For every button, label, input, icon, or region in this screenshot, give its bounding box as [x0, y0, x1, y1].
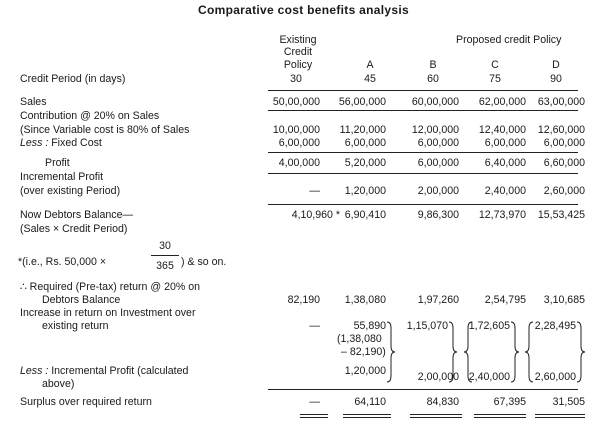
profit-d: 6,60,000 — [543, 157, 585, 169]
increase-a-calc-2: – 82,190) — [341, 346, 386, 358]
profit-b: 6,00,000 — [417, 157, 459, 169]
footnote-suffix: ) & so on. — [181, 256, 227, 268]
sales-existing: 50,00,000 — [272, 96, 320, 108]
profit-existing: 4,00,000 — [278, 157, 320, 169]
footnote-numerator: 30 — [159, 240, 171, 252]
debtors-label-1: Now Debtors Balance— — [20, 209, 134, 221]
incremental-rule — [268, 204, 578, 205]
less-incremental-text: Incremental Profit (calculated — [48, 365, 189, 377]
incremental-existing: — — [309, 185, 320, 197]
surplus-underline-b-1 — [410, 414, 462, 415]
profit-label: Profit — [45, 157, 70, 169]
surplus-underline-b-2 — [410, 417, 462, 418]
debtors-c: 12,73,970 — [478, 209, 526, 221]
required-label-1: ∴ Required (Pre-tax) return @ 20% on — [20, 281, 201, 293]
credit-period-label: Credit Period (in days) — [20, 73, 126, 85]
less-incremental-d: 2,60,000 — [534, 371, 576, 383]
header-existing-1: Existing — [279, 34, 317, 46]
fixed-cost-label — [20, 138, 102, 149]
footnote-fraction-bar — [151, 255, 179, 256]
less-incremental-rule — [268, 389, 578, 390]
less-incremental-label-1 — [20, 366, 188, 377]
variable-cost-label: (Since Variable cost is 80% of Sales — [20, 124, 190, 136]
required-b: 1,97,260 — [417, 294, 459, 306]
fixed-a: 6,00,000 — [344, 137, 386, 149]
profit-c: 6,40,000 — [484, 157, 526, 169]
variable-existing: 10,00,000 — [272, 124, 320, 136]
surplus-underline-a-1 — [343, 414, 391, 415]
header-col-a: A — [366, 59, 374, 71]
sales-c: 62,00,000 — [478, 96, 526, 108]
header-existing-2: Credit — [283, 46, 313, 58]
fixed-d: 6,00,000 — [543, 137, 585, 149]
days-a: 45 — [364, 73, 376, 85]
fixed-existing: 6,00,000 — [278, 137, 320, 149]
header-col-b: B — [429, 59, 437, 71]
fixed-cost-text: Fixed Cost — [48, 137, 102, 149]
sales-rule — [268, 110, 578, 111]
variable-b: 12,00,000 — [411, 124, 459, 136]
header-col-c: C — [491, 59, 499, 71]
incremental-b: 2,00,000 — [417, 185, 459, 197]
incremental-label-1: Incremental Profit — [20, 171, 104, 183]
surplus-underline-existing-1 — [300, 414, 328, 415]
brace-d-right — [576, 321, 586, 383]
increase-a: 55,890 — [353, 320, 386, 332]
surplus-label: Surplus over required return — [20, 396, 152, 408]
surplus-c: 67,395 — [493, 396, 526, 408]
increase-d: 2,28,495 — [534, 320, 576, 332]
surplus-a: 64,110 — [354, 396, 386, 408]
less-prefix-2: Less : — [20, 365, 49, 377]
profit-rule — [268, 173, 578, 174]
surplus-d: 31,505 — [552, 396, 585, 408]
increase-existing: — — [309, 320, 320, 332]
required-c: 2,54,795 — [484, 294, 526, 306]
increase-label-2: existing return — [42, 320, 109, 332]
less-incremental-a: 1,20,000 — [344, 365, 386, 377]
surplus-b: 84,830 — [426, 396, 459, 408]
surplus-underline-d-1 — [535, 414, 585, 415]
less-incremental-c: 2,40,000 — [468, 371, 510, 383]
increase-label-1: Increase in return on Investment over — [20, 307, 196, 319]
variable-d: 12,60,000 — [537, 124, 585, 136]
debtors-label-2: (Sales × Credit Period) — [20, 223, 128, 235]
incremental-a: 1,20,000 — [344, 185, 386, 197]
required-existing: 82,190 — [287, 294, 320, 306]
sales-a: 56,00,000 — [338, 96, 386, 108]
surplus-underline-d-2 — [535, 417, 585, 418]
debtors-a: 6,90,410 — [344, 209, 386, 221]
fixed-rule — [268, 152, 578, 153]
less-incremental-label-2: above) — [42, 378, 75, 390]
days-b: 60 — [427, 73, 439, 85]
header-proposed: Proposed credit Policy — [456, 34, 562, 46]
header-col-d: D — [552, 59, 560, 71]
footnote-prefix: *(i.e., Rs. 50,000 × — [18, 256, 107, 268]
debtors-b: 9,86,300 — [417, 209, 459, 221]
increase-c: 1,72,605 — [468, 320, 510, 332]
required-d: 3,10,685 — [543, 294, 585, 306]
fixed-b: 6,00,000 — [417, 137, 459, 149]
variable-c: 12,40,000 — [478, 124, 526, 136]
header-existing-3: Policy — [283, 59, 313, 71]
surplus-underline-c-1 — [474, 414, 526, 415]
incremental-c: 2,40,000 — [484, 185, 526, 197]
sales-b: 60,00,000 — [411, 96, 459, 108]
days-c: 75 — [489, 73, 501, 85]
days-existing: 30 — [290, 73, 302, 85]
profit-a: 5,20,000 — [344, 157, 386, 169]
page-title: Comparative cost benefits analysis — [198, 3, 409, 17]
sales-d: 63,00,000 — [537, 96, 585, 108]
surplus-underline-a-2 — [343, 417, 391, 418]
required-label-2: Debtors Balance — [42, 294, 121, 306]
days-d: 90 — [550, 73, 562, 85]
surplus-existing: — — [309, 396, 320, 408]
sales-label: Sales — [20, 96, 47, 108]
incremental-label-2: (over existing Period) — [20, 185, 121, 197]
debtors-existing: 4,10,960 * — [291, 209, 340, 221]
surplus-underline-existing-2 — [300, 417, 328, 418]
debtors-d: 15,53,425 — [537, 209, 585, 221]
surplus-underline-c-2 — [474, 417, 526, 418]
variable-a: 11,20,000 — [339, 124, 386, 136]
required-a: 1,38,080 — [344, 294, 386, 306]
increase-a-calc-1: (1,38,080 — [337, 333, 382, 345]
footnote-denominator: 365 — [156, 260, 174, 272]
fixed-c: 6,00,000 — [484, 137, 526, 149]
less-incremental-b: 2,00,000 — [417, 371, 459, 383]
contribution-label: Contribution @ 20% on Sales — [20, 110, 160, 122]
header-rule — [268, 90, 578, 91]
incremental-d: 2,60,000 — [543, 185, 585, 197]
increase-b: 1,15,070 — [406, 320, 448, 332]
less-prefix: Less : — [20, 137, 49, 149]
